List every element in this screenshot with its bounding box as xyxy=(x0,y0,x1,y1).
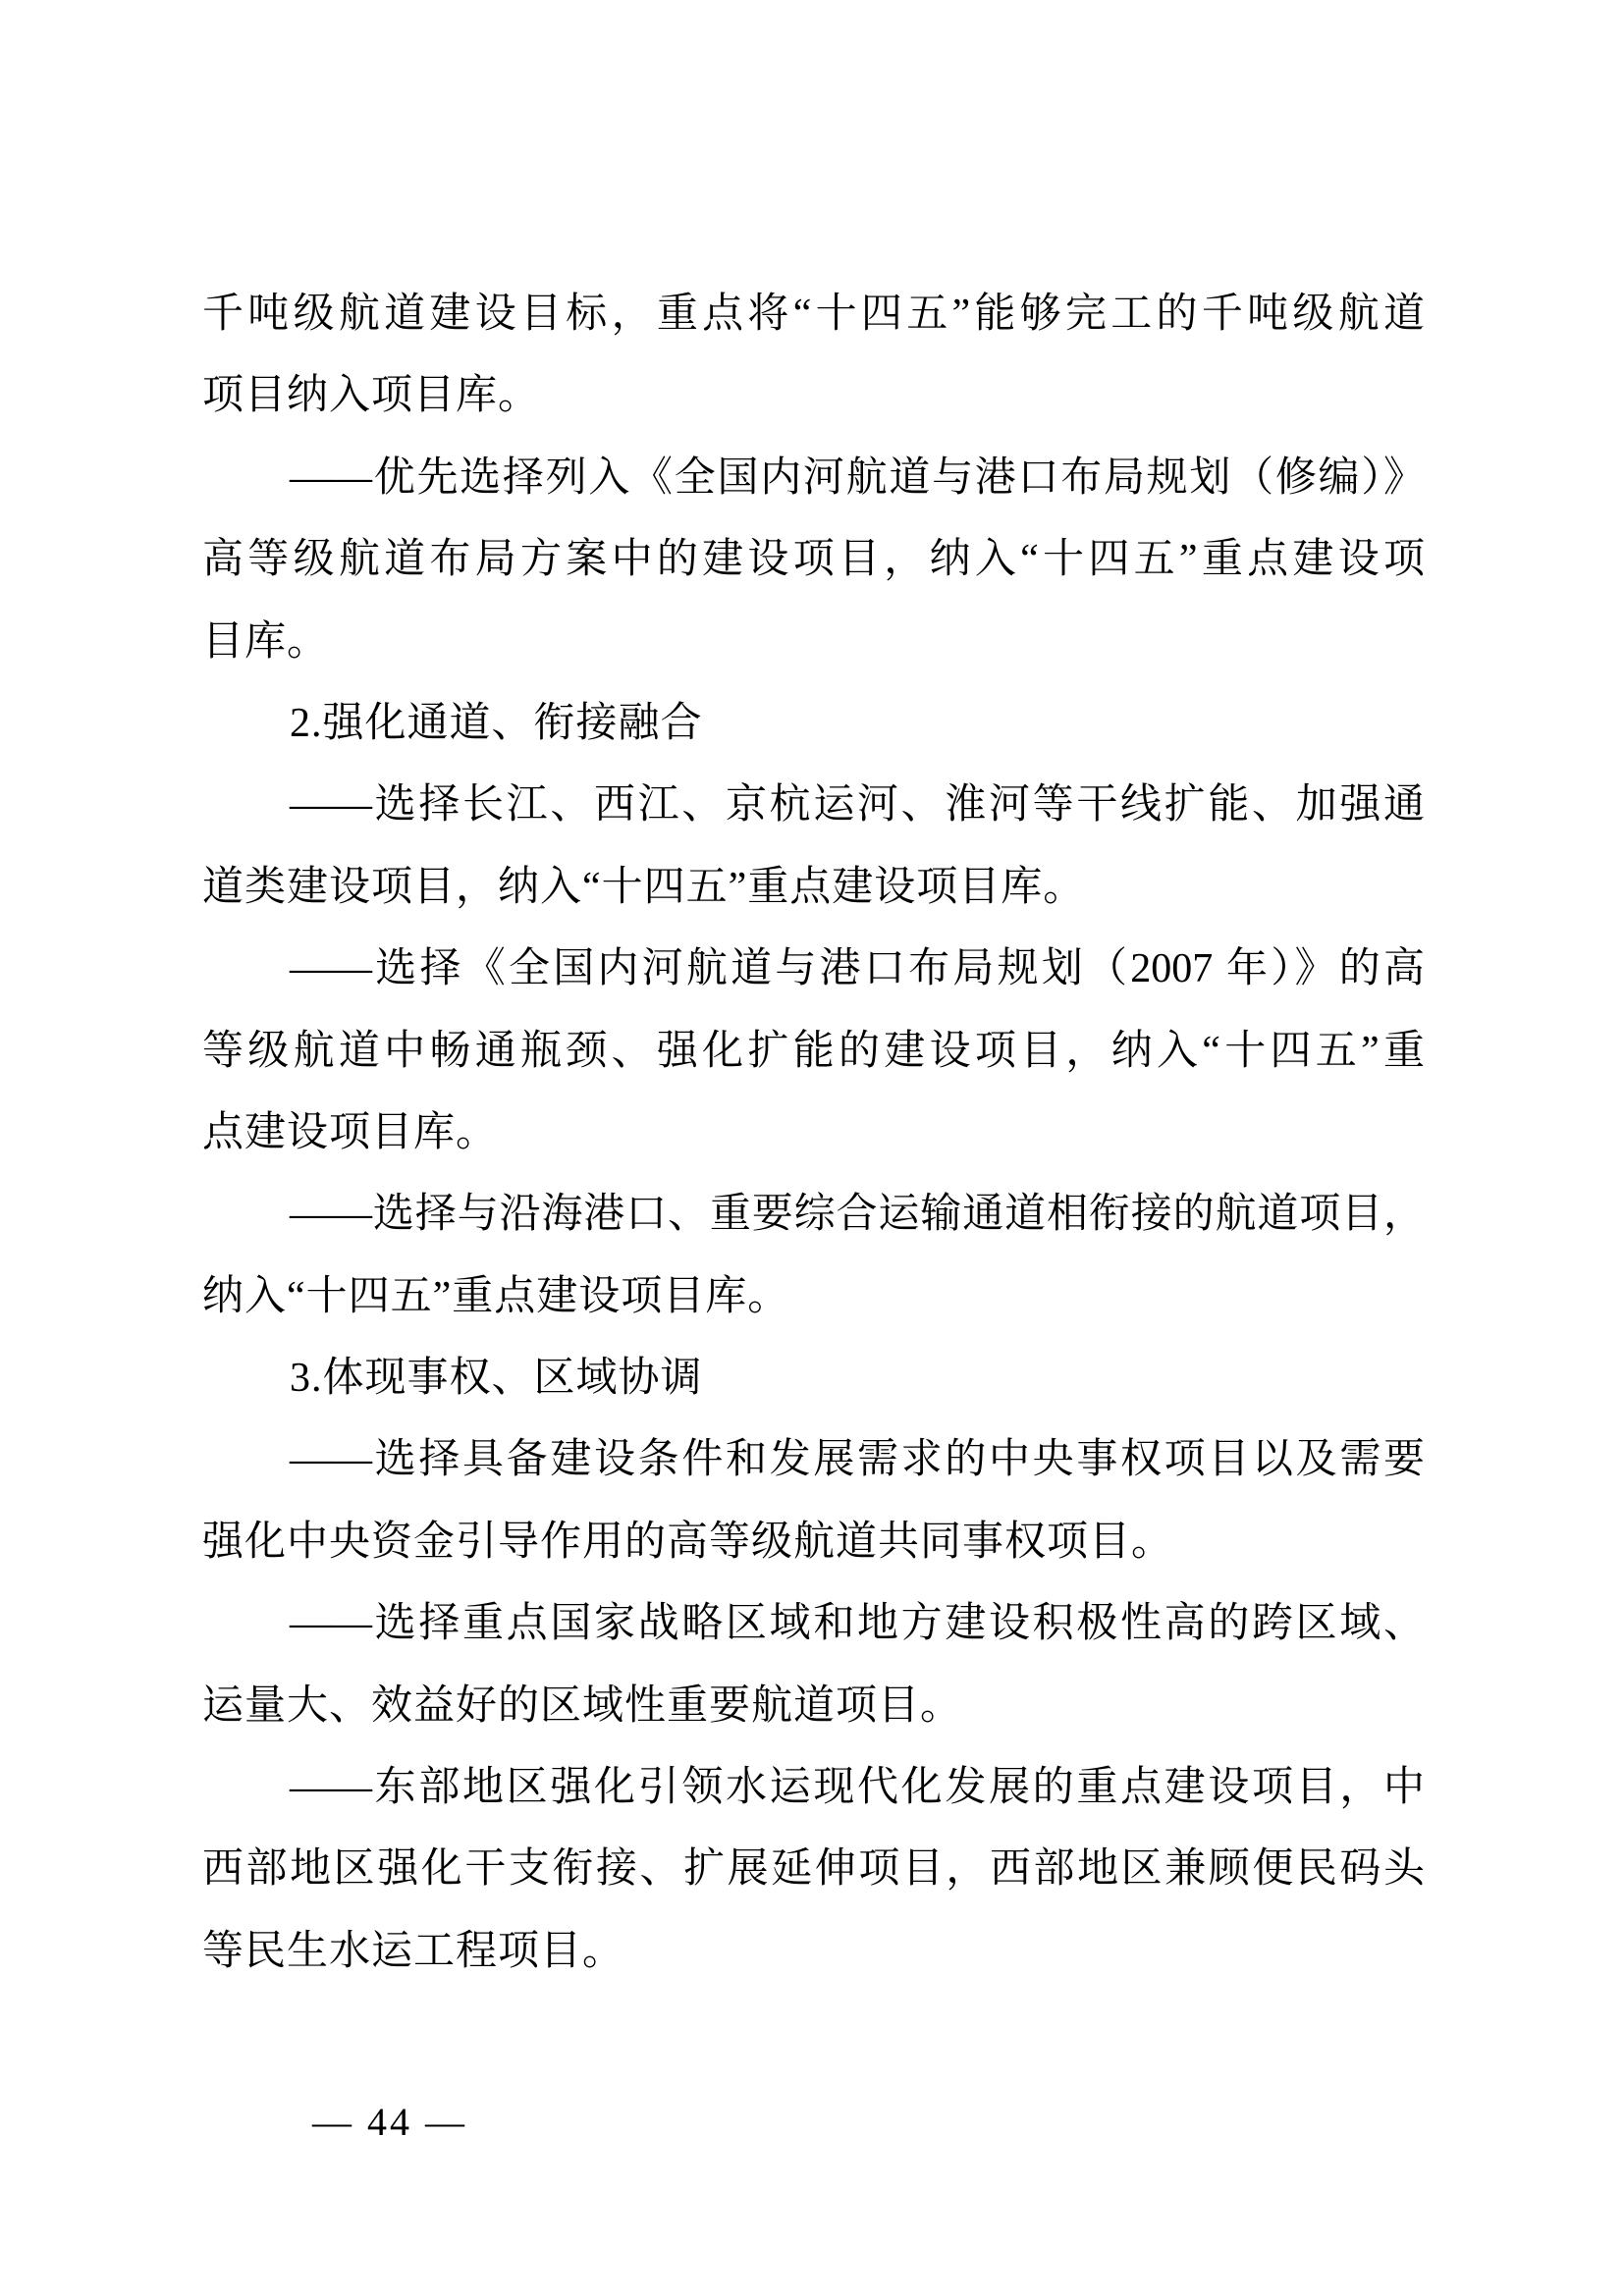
document-line: 目库。 xyxy=(202,618,330,665)
document-line: 纳入“十四五”重点建设项目库。 xyxy=(202,1273,790,1319)
document-line: 千吨级航道建设目标，重点将“十四五”能够完工的千吨级航道 xyxy=(202,292,1425,337)
document-line: ——选择长江、西江、京杭运河、淮河等干线扩能、加强通 xyxy=(290,782,1425,828)
document-line: 西部地区强化干支衔接、扩展延伸项目，西部地区兼顾便民码头 xyxy=(202,1846,1425,1893)
document-line: 等民生水运工程项目。 xyxy=(202,1928,625,1974)
document-line: ——选择重点国家战略区域和地方建设积极性高的跨区域、 xyxy=(290,1601,1425,1647)
document-line: 运量大、效益好的区域性重要航道项目。 xyxy=(202,1682,963,1729)
document-line: 道类建设项目，纳入“十四五”重点建设项目库。 xyxy=(202,864,1086,910)
document-heading: 2.强化通道、衔接融合 xyxy=(290,700,703,746)
page-number: — 44 — xyxy=(312,2100,467,2144)
document-line: 项目纳入项目库。 xyxy=(202,373,541,419)
document-line: ——选择与沿海港口、重要综合运输通道相衔接的航道项目， xyxy=(290,1192,1425,1238)
document-line: 点建设项目库。 xyxy=(202,1109,499,1155)
document-line: ——优先选择列入《全国内河航道与港口布局规划（修编）》 xyxy=(290,454,1425,501)
document-line: 强化中央资金引导作用的高等级航道共同事权项目。 xyxy=(202,1519,1174,1565)
document-line: ——选择《全国内河航道与港口布局规划（2007 年）》的高 xyxy=(290,946,1425,992)
document-body xyxy=(202,274,1425,1993)
document-line: 高等级航道布局方案中的建设项目，纳入“十四五”重点建设项 xyxy=(202,537,1425,583)
document-line: ——选择具备建设条件和发展需求的中央事权项目以及需要 xyxy=(290,1437,1425,1483)
document-heading: 3.体现事权、区域协调 xyxy=(290,1356,703,1402)
document-line: 等级航道中畅通瓶颈、强化扩能的建设项目，纳入“十四五”重 xyxy=(202,1028,1425,1074)
document-line: ——东部地区强化引领水运现代化发展的重点建设项目，中 xyxy=(290,1765,1425,1811)
